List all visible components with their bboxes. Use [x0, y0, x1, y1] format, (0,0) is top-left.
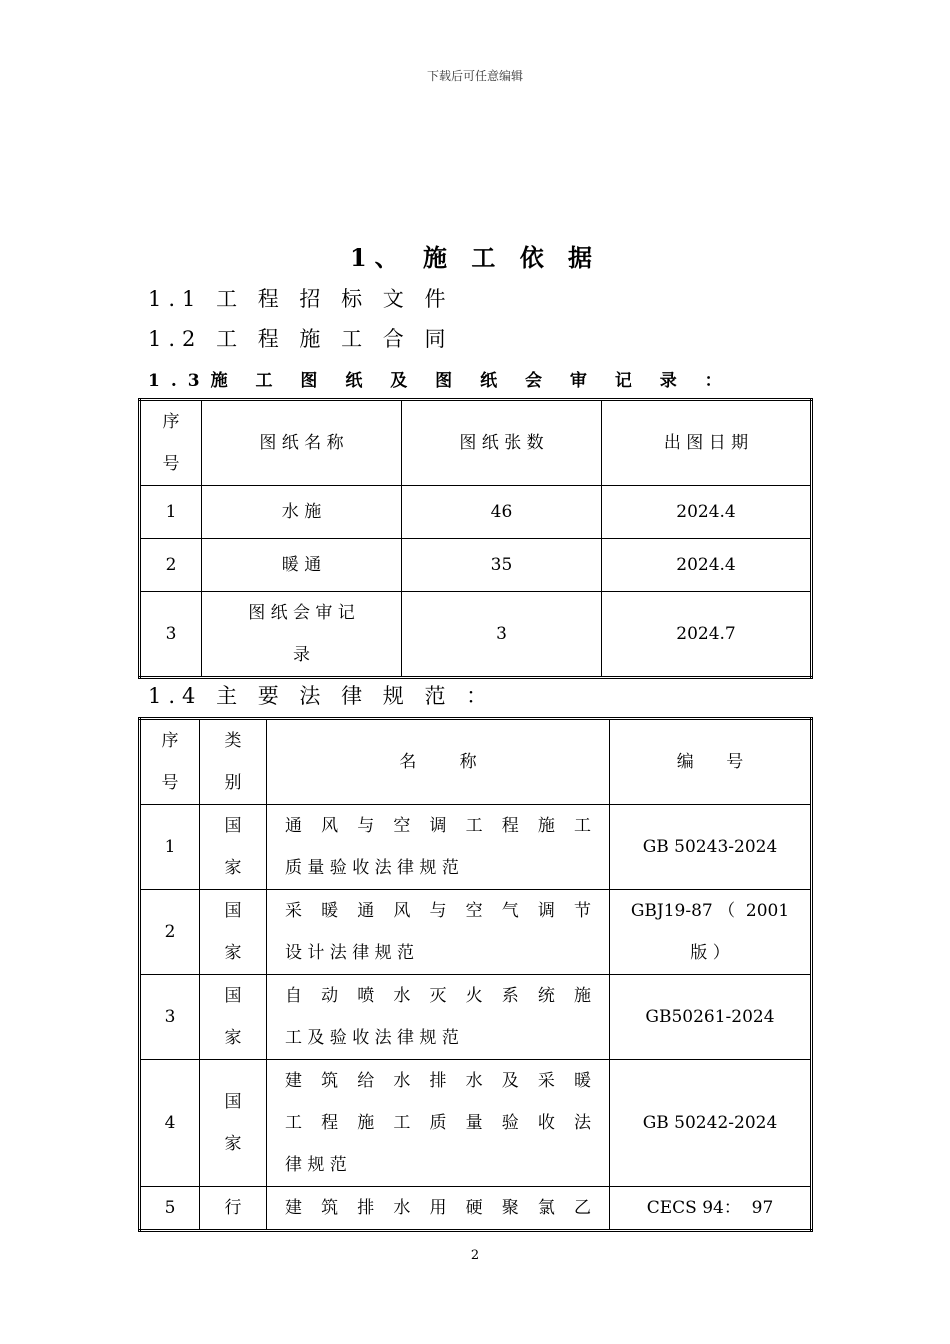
cell-category-line1: 国	[224, 986, 242, 1006]
cell-name	[202, 592, 402, 678]
cell-name-line1: 图 纸 会 审 记	[248, 603, 355, 623]
cell-count: 3	[402, 592, 602, 678]
cell-category-line1: 国	[224, 816, 242, 836]
cell-code-line2: 版 ）	[690, 943, 730, 963]
cell-no: 2	[140, 539, 202, 592]
cell-category-line1: 国	[224, 901, 242, 921]
header-category-line2: 别	[224, 773, 242, 793]
header-note: 下载后可任意编辑	[426, 69, 523, 83]
cell-no: 3	[140, 592, 202, 678]
cell-name-line3: 律 规 范	[285, 1155, 347, 1175]
cell-name-line2: 设 计 法 律 规 范	[285, 943, 415, 963]
cell-name-line1: 自动喷水灭火系统施	[285, 986, 591, 1006]
header-no	[140, 400, 202, 486]
cell-no: 3	[140, 975, 200, 1060]
cell-count: 46	[402, 486, 602, 539]
section-1-1: 1.1 工 程 招 标 文 件	[148, 287, 453, 311]
cell-name	[267, 890, 610, 975]
cell-code	[610, 890, 812, 975]
cell-name-line1: 建筑给水排水及采暖	[285, 1071, 591, 1091]
cell-count: 35	[402, 539, 602, 592]
cell-category: 行	[200, 1187, 267, 1231]
cell-name-line2: 工程施工质量验收法	[285, 1113, 591, 1133]
table-row	[140, 805, 812, 890]
cell-code-line1: GBJ19-87 （ 2001	[630, 901, 790, 921]
section-1-4: 1.4 主 要 法 律 规 范 ：	[148, 684, 495, 708]
header-category-line1: 类	[224, 731, 242, 751]
header-name: 名 称	[267, 719, 610, 805]
cell-category-line2: 家	[224, 1134, 242, 1154]
cell-category-line1: 国	[224, 1092, 242, 1112]
page-title: 1、 施 工 依 据	[349, 243, 601, 272]
cell-code: GB 50242-2024	[610, 1060, 812, 1187]
cell-name: 水 施	[202, 486, 402, 539]
table-row	[140, 975, 812, 1060]
cell-name-line2: 质 量 验 收 法 律 规 范	[285, 858, 459, 878]
header-no-line2: 号	[161, 773, 179, 793]
cell-no: 1	[140, 486, 202, 539]
cell-name-line1: 通风与空调工程施工	[285, 816, 591, 836]
page-number: 2	[470, 1248, 480, 1263]
table-row	[140, 890, 812, 975]
cell-category	[200, 890, 267, 975]
cell-code: GB 50243-2024	[610, 805, 812, 890]
cell-name-line1: 采暖通风与空气调节	[285, 901, 591, 921]
cell-category-line2: 家	[224, 1028, 242, 1048]
section-1-3: 1.3施 工 图 纸 及 图 纸 会 审 记 录 ：	[148, 371, 733, 391]
header-no-line2: 号	[162, 454, 180, 474]
header-name: 图 纸 名 称	[202, 400, 402, 486]
cell-category	[200, 805, 267, 890]
header-no-line1: 序	[162, 412, 180, 432]
table-row	[140, 1060, 812, 1187]
table-header-row	[140, 719, 812, 805]
cell-date: 2024.4	[602, 539, 812, 592]
header-count: 图 纸 张 数	[402, 400, 602, 486]
cell-date: 2024.4	[602, 486, 812, 539]
header-category	[200, 719, 267, 805]
cell-name	[267, 975, 610, 1060]
cell-no: 4	[140, 1060, 200, 1187]
header-no	[140, 719, 200, 805]
table-row	[140, 592, 812, 678]
table-header-row	[140, 400, 812, 486]
cell-no: 2	[140, 890, 200, 975]
header-no-line1: 序	[161, 731, 179, 751]
cell-name-line2: 录	[293, 645, 310, 665]
cell-category	[200, 975, 267, 1060]
cell-name-line2: 工 及 验 收 法 律 规 范	[285, 1028, 459, 1048]
cell-name	[267, 1060, 610, 1187]
header-code: 编 号	[610, 719, 812, 805]
drawings-table	[138, 398, 813, 679]
cell-name: 暖 通	[202, 539, 402, 592]
cell-category-line2: 家	[224, 943, 242, 963]
table-row	[140, 1187, 812, 1231]
cell-code: CECS 94： 97	[610, 1187, 812, 1231]
cell-no: 5	[140, 1187, 200, 1231]
cell-no: 1	[140, 805, 200, 890]
table-row	[140, 539, 812, 592]
section-1-2: 1.2 工 程 施 工 合 同	[148, 327, 453, 351]
header-date: 出 图 日 期	[602, 400, 812, 486]
cell-date: 2024.7	[602, 592, 812, 678]
regulations-table	[138, 717, 813, 1232]
table-row	[140, 486, 812, 539]
cell-category-line2: 家	[224, 858, 242, 878]
cell-code: GB50261-2024	[610, 975, 812, 1060]
cell-name	[267, 805, 610, 890]
cell-category	[200, 1060, 267, 1187]
cell-name: 建筑排水用硬聚氯乙	[267, 1187, 610, 1231]
